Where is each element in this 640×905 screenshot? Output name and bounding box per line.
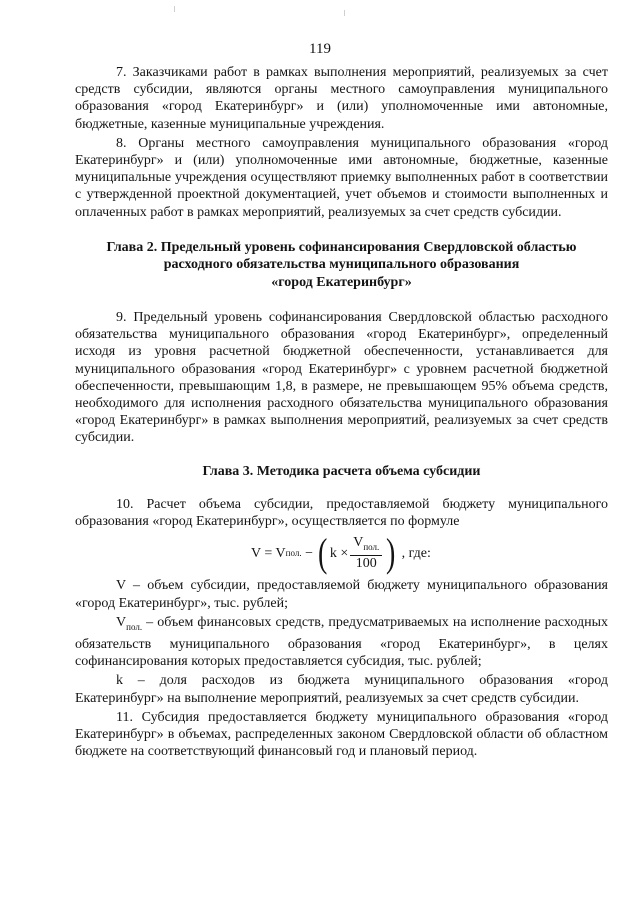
spacer xyxy=(75,221,608,239)
spacer xyxy=(75,480,608,496)
paragraph-10: 10. Расчет объема субсидии, предоставляемой бюджету муниципального образования «город Екатеринбург», осуществляется по формуле xyxy=(75,497,608,530)
chapter-3-heading: Глава 3. Методика расчета объема субсидии xyxy=(202,463,481,479)
formula-lhs: V = V xyxy=(251,545,286,561)
chapter-2-heading-line: расходного обязательства муниципального образования xyxy=(163,257,520,273)
formula-numerator xyxy=(350,535,382,556)
spacer xyxy=(75,447,608,463)
scan-artifact xyxy=(344,10,345,16)
scan-artifact xyxy=(174,6,175,12)
paragraph-8: 8. Органы местного самоуправления муниципального образования «город Екатеринбург» и (или) уполномоченные ими автономные, бюджетные, казенные муниципальные учреждения осуществляют приемку выполненных работ в соответствии с утвержденной проектной документацией, учет объемов и стоимости выполненных и оплаченных работ в рамках мероприятий, реализуемых за счет средств субсидии. xyxy=(75,135,608,220)
vpol-text: – объем финансовых средств, предусматриваемых на исполнение расходных обязательств муниципального образования «город Екатеринбург», в целях софинансирования которых предоставляется субсидия, тыс. рублей; xyxy=(75,614,608,670)
spacer xyxy=(75,291,608,309)
formula-suffix: , где: xyxy=(401,545,431,561)
formula-minus: − xyxy=(301,545,317,561)
formula-expression xyxy=(251,530,431,576)
subsidy-formula xyxy=(75,531,608,575)
paragraph-9: 9. Предельный уровень софинансирования Свердловской областью расходного обязательства муниципального образования «город Екатеринбург», определенный исходя из уровня расчетной бюджетной обеспеченности, устанавливается для муниципального образования «город Екатеринбург» с уровнем расчетной бюджетной обеспеченности, превышающим 1,8, в размере, не превышающем 95% объема средств, необходимого для исполнения расходного обязательства муниципального образования «город Екатеринбург» в рамках выполнения мероприятий, реализуемых за счет средств субсидии. xyxy=(75,310,608,446)
definition-vpol xyxy=(75,614,608,670)
paragraph-11: 11. Субсидия предоставляется бюджету муниципального образования «город Екатеринбург» в объемах, распределенных законом Свердловской области об областном бюджете на соответствующий финансовый год и плановый период. xyxy=(75,709,608,760)
definition-k: k – доля расходов из бюджета муниципального образования «город Екатеринбург» на выполнение мероприятий, реализуемых за счет средств субсидии. xyxy=(75,673,608,706)
formula-k: k × xyxy=(329,545,349,561)
definition-v: V – объем субсидии, предоставляемой бюджету муниципального образования «город Екатеринбург», тыс. рублей; xyxy=(75,578,608,611)
formula-fraction xyxy=(350,535,382,572)
chapter-2-heading-line: «город Екатеринбург» xyxy=(271,274,412,290)
chapter-2-heading xyxy=(75,239,608,291)
vpol-sub: пол. xyxy=(126,621,143,632)
formula-denominator: 100 xyxy=(355,555,377,571)
document-body xyxy=(75,64,608,760)
formula-left-paren: ( xyxy=(318,530,328,576)
chapter-2-heading-line: Глава 2. Предельный уровень софинансирования Свердловской областью xyxy=(106,239,577,255)
vpol-symbol: V xyxy=(116,614,127,630)
formula-sub: пол. xyxy=(285,547,302,558)
paragraph-7: 7. Заказчиками работ в рамках выполнения мероприятий, реализуемых за счет средств субсидии, являются органы местного самоуправления муниципального образования «город Екатеринбург» и (или) уполномоченные ими автономные, бюджетные, казенные муниципальные учреждения. xyxy=(75,65,608,132)
formula-right-paren: ) xyxy=(386,530,396,576)
page-number: 119 xyxy=(309,41,331,57)
formula-num-symbol: V xyxy=(353,535,364,551)
formula-num-sub: пол. xyxy=(363,541,380,552)
